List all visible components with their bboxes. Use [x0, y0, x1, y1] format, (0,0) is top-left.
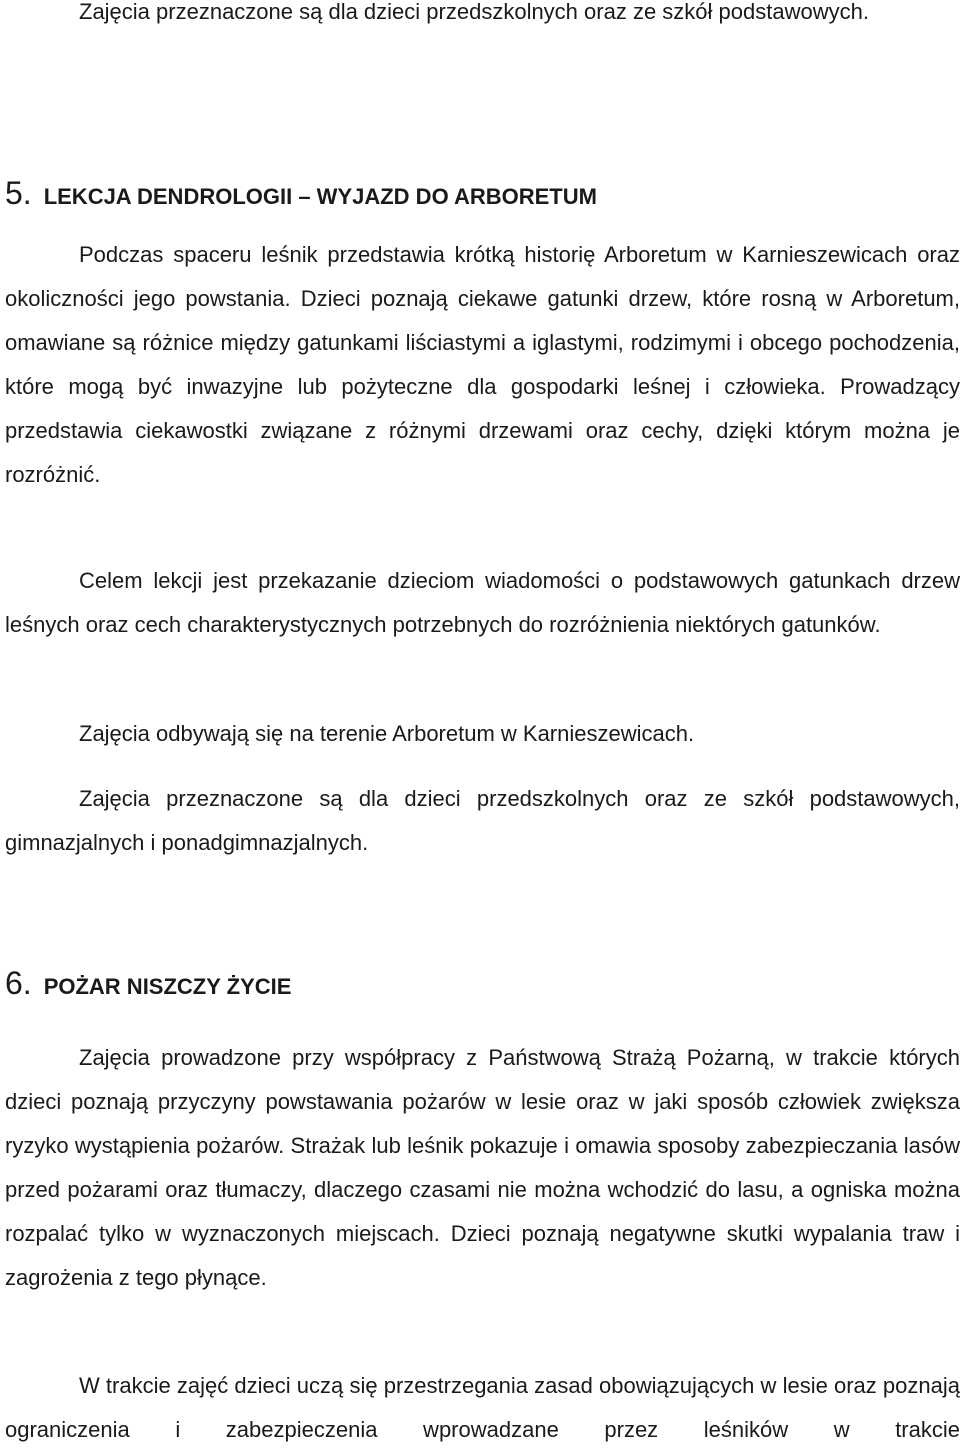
section-6-paragraph-2: W trakcie zajęć dzieci uczą się przestrzegania zasad obowiązujących w lesie oraz poznają ograniczenia i zabezpieczenia wprowadzane przez leśników w trakcie: [5, 1373, 960, 1442]
section-5-paragraph-2: Celem lekcji jest przekazanie dzieciom wiadomości o podstawowych gatunkach drzew leśnych oraz cech charakterystycznych potrzebnych do rozróżnienia niektórych gatunków.: [5, 568, 960, 637]
section-6-paragraph-1: Zajęcia prowadzone przy współpracy z Państwową Strażą Pożarną, w trakcie których dzieci poznają przyczyny powstawania pożarów w lesie oraz w jaki sposób człowiek zwiększa ryzyko wystąpienia pożarów. Strażak lub leśnik pokazuje i omawia sposoby zabezpieczania lasów przed pożarami oraz tłumaczy, dlaczego czasami nie można wchodzić do lasu, a ogniska można rozpalać tylko w wyznaczonych miejscach. Dzieci poznają negatywne skutki wypalania traw i zagrożenia z tego płynące.: [5, 1045, 960, 1290]
section-6-number: 6.: [5, 965, 32, 1001]
section-5-number: 5.: [5, 175, 32, 211]
section-5-paragraph-4: Zajęcia przeznaczone są dla dzieci przedszkolnych oraz ze szkół podstawowych, gimnazjalnych i ponadgimnazjalnych.: [5, 786, 960, 855]
section-5-paragraph-3: Zajęcia odbywają się na terenie Arboretum w Karnieszewicach.: [79, 721, 695, 746]
section-5-title: LEKCJA DENDROLOGII – WYJAZD DO ARBORETUM: [43, 184, 597, 209]
section-6-title: POŻAR NISZCZY ŻYCIE: [43, 974, 292, 999]
section-6-heading: [5, 961, 291, 1009]
section-5-paragraph-1: Podczas spaceru leśnik przedstawia krótką historię Arboretum w Karnieszewicach oraz okoliczności jego powstania. Dzieci poznają ciekawe gatunki drzew, które rosną w Arboretum, omawiane są różnice między gatunkami liściastymi a iglastymi, rodzimymi i obcego pochodzenia, które mogą być inwazyjne lub pożyteczne dla gospodarki leśnej i człowieka. Prowadzący przedstawia ciekawostki związane z różnymi drzewami oraz cechy, dzięki którym można je rozróżnić.: [5, 242, 960, 487]
section-5-heading: [5, 171, 597, 219]
intro-paragraph: Zajęcia przeznaczone są dla dzieci przedszkolnych oraz ze szkół podstawowych.: [79, 0, 869, 24]
